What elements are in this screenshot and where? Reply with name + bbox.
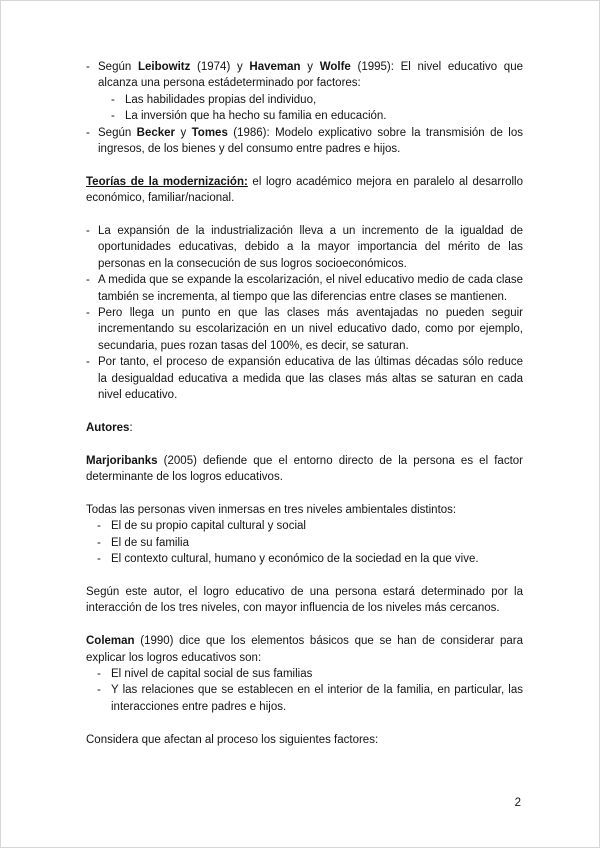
niveles-conclusion-paragraph xyxy=(86,584,523,617)
niveles-intro-paragraph xyxy=(86,502,523,518)
bullet-dash-icon: - xyxy=(97,667,101,680)
list-item xyxy=(86,354,523,403)
bullet-dash-icon: - xyxy=(86,61,90,73)
text-run: (1995): El nivel educativo que alcanza una persona estádeterminado por factores: xyxy=(98,61,523,90)
list-item-text: Y las relaciones que se establecen en el interior de la familia, en particular, las interacciones entre padres e hijos. xyxy=(111,684,523,713)
text-run: y xyxy=(175,126,192,139)
list-item-text: El nivel de capital social de sus familias xyxy=(111,667,313,680)
bullet-dash-icon: - xyxy=(86,356,90,369)
list-item xyxy=(97,518,523,534)
bullet-dash-icon: - xyxy=(97,553,101,566)
list-item-text xyxy=(98,127,523,155)
modernizacion-bullet-list xyxy=(86,223,523,403)
page-number: 2 xyxy=(514,797,521,809)
list-item xyxy=(86,223,523,272)
author-name: Becker xyxy=(136,126,176,139)
text-run: el logro académico mejora en paralelo al desarrollo económico, familiar/nacional. xyxy=(86,175,523,205)
list-item-text: Las habilidades propias del individuo, xyxy=(125,93,317,106)
heading-bold-underline: Teorías de la modernización: xyxy=(86,175,248,188)
text-run: (1990) dice que los elementos básicos que se han de considerar para explicar los logros educativos son: xyxy=(86,635,523,664)
coleman-bullet-list xyxy=(86,666,523,715)
list-item-text: El contexto cultural, humano y económico de la sociedad en la que vive. xyxy=(111,553,479,566)
list-item xyxy=(97,666,523,682)
autores-heading xyxy=(86,420,523,436)
author-name: Haveman xyxy=(249,61,301,73)
bullet-dash-icon: - xyxy=(97,684,101,697)
list-item xyxy=(111,92,523,108)
niveles-bullet-list xyxy=(86,518,523,567)
final-paragraph xyxy=(86,732,523,748)
list-item xyxy=(97,551,523,567)
bullet-dash-icon: - xyxy=(97,536,101,549)
list-item-text: Pero llega un punto en que las clases más aventajadas no pueden seguir incrementando su escolarización en un nivel educativo dado, como por ejemplo, secundaria, pues rozan tasas del 100%, es decir, se saturan. xyxy=(98,307,523,352)
text-run: Considera que afectan al proceso los siguientes factores: xyxy=(86,733,379,746)
list-item xyxy=(86,305,523,354)
bullet-dash-icon: - xyxy=(86,225,90,238)
text-run: Todas las personas viven inmersas en tres niveles ambientales distintos: xyxy=(86,503,457,516)
intro-bullet-list xyxy=(86,59,523,157)
modernizacion-heading xyxy=(86,174,523,207)
list-item-text: El de su familia xyxy=(111,536,189,549)
text-run: Según xyxy=(98,126,137,139)
text-run: Según este autor, el logro educativo de una persona estará determinado por la interacción de los tres niveles, con mayor influencia de los niveles más cercanos. xyxy=(86,585,523,615)
page-content xyxy=(86,59,523,764)
text-run: (1974) y xyxy=(190,61,250,73)
text-run: (1986): Modelo explicativo sobre la transmisión de los ingresos, de los bienes y del consumo entre padres e hijos. xyxy=(98,126,523,156)
list-item xyxy=(86,272,523,305)
list-item-text xyxy=(98,61,523,89)
coleman-paragraph xyxy=(86,633,523,666)
bullet-dash-icon: - xyxy=(86,126,90,139)
bullet-dash-icon: - xyxy=(86,274,90,287)
list-item xyxy=(86,125,523,158)
text-run: Según xyxy=(98,61,138,73)
bullet-dash-icon: - xyxy=(111,93,115,106)
text-run: y xyxy=(300,61,320,73)
list-item-text: Por tanto, el proceso de expansión educativa de las últimas décadas sólo reduce la desigualdad educativa a medida que las clases más altas se saturan en cada nivel educativo. xyxy=(98,356,523,402)
author-name: Marjoribanks xyxy=(86,454,158,467)
bullet-dash-icon: - xyxy=(111,110,115,123)
list-item xyxy=(111,108,523,124)
bullet-dash-icon: - xyxy=(86,307,90,320)
text-run: : xyxy=(129,421,133,434)
author-name: Wolfe xyxy=(319,61,351,73)
author-name: Tomes xyxy=(191,126,228,139)
list-item-text: El de su propio capital cultural y social xyxy=(111,520,306,533)
author-name: Coleman xyxy=(86,635,135,648)
bullet-dash-icon: - xyxy=(97,520,101,533)
marjoribanks-paragraph xyxy=(86,453,523,486)
heading-bold: Autores xyxy=(86,421,130,434)
list-item-text: La expansión de la industrialización lleva a un incremento de la igualdad de oportunidades educativas, debido a la mayor importancia del mérito de las personas en la consecución de sus logros socioeconómicos. xyxy=(98,225,523,270)
author-name: Leibowitz xyxy=(137,61,191,73)
list-item xyxy=(86,59,523,92)
list-item xyxy=(97,682,523,715)
list-item xyxy=(97,535,523,551)
text-run: (2005) defiende que el entorno directo de la persona es el factor determinante de los logros educativos. xyxy=(86,454,523,484)
list-item-text: A medida que se expande la escolarización, el nivel educativo medio de cada clase también se incrementa, al tiempo que las diferencias entre clases se mantienen. xyxy=(98,274,523,303)
list-item-text: La inversión que ha hecho su familia en educación. xyxy=(125,110,387,123)
